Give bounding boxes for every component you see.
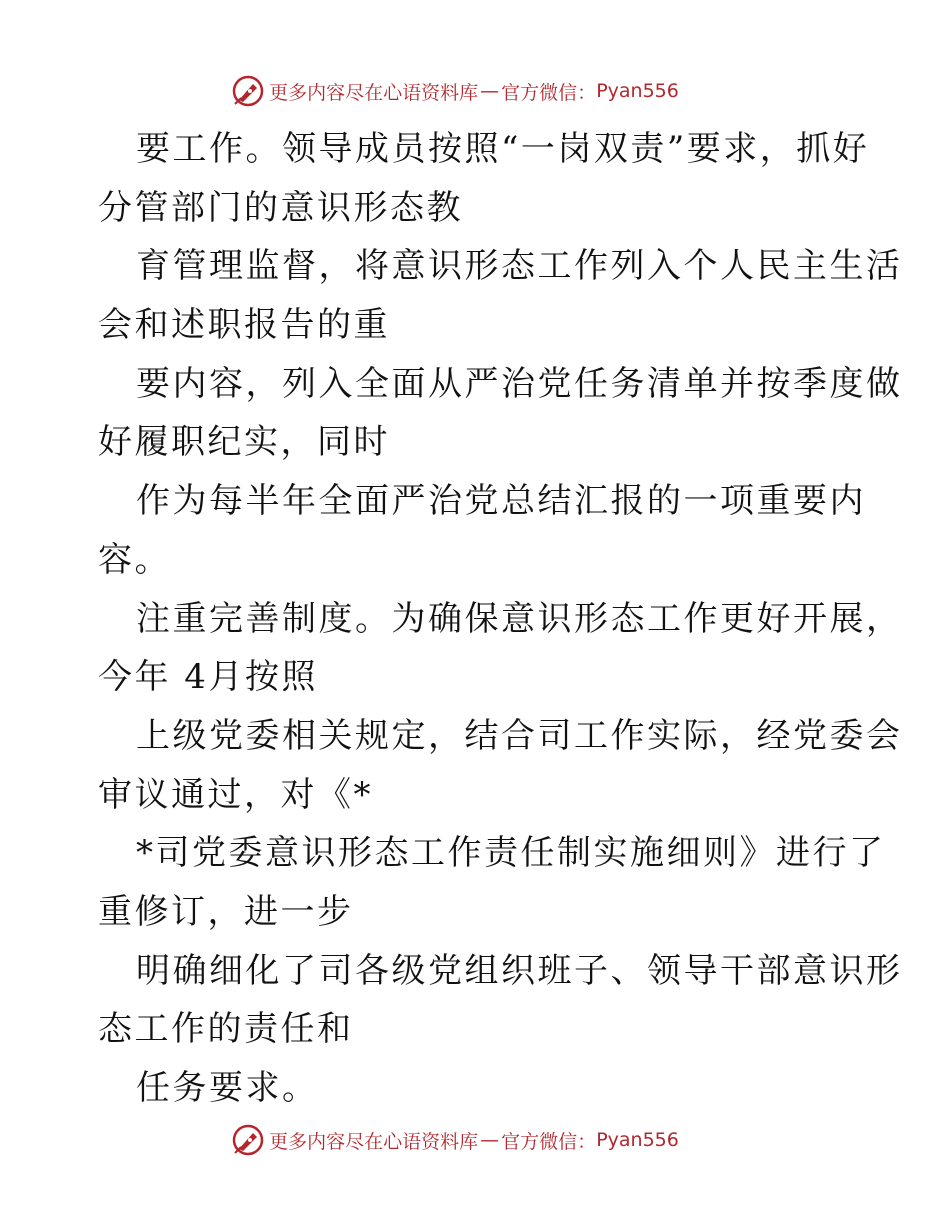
paragraph-line: 明确细化了司各级党组织班子、领导干部意识形 <box>136 950 903 991</box>
footer-banner-text: 更多内容尽在心语资料库 <box>269 1130 479 1153</box>
paragraph-line: 育管理监督，将意识形态工作列入个人民主生活 <box>136 246 903 287</box>
footer-banner <box>0 1120 950 1160</box>
paragraph-line: 任务要求。 <box>136 1068 319 1108</box>
paragraph-line: 好履职纪实，同时 <box>98 422 390 463</box>
header-banner-text: 更多内容尽在心语资料库 <box>269 81 479 104</box>
paragraph-line: 今年 4月按照 <box>98 657 318 698</box>
document-body <box>98 120 903 1118</box>
footer-contact-id: Pyan556 <box>596 1129 679 1151</box>
footer-contact-label: 官方微信： <box>501 1130 597 1153</box>
paragraph-line: 重修订，进一步 <box>98 891 354 932</box>
paragraph-line: 容。 <box>98 539 171 580</box>
paragraph-line: 态工作的责任和 <box>98 1009 354 1050</box>
paragraph-line: 分管部门的意识形态教 <box>98 187 463 228</box>
paragraph-line: 会和述职报告的重 <box>98 305 390 346</box>
header-contact-label: 官方微信： <box>501 81 597 104</box>
paragraph-line: 上级党委相关规定，结合司工作实际，经党委会 <box>136 715 903 756</box>
paragraph-line: *司党委意识形态工作责任制实施细则》进行了 <box>136 833 886 874</box>
paragraph-line: 审议通过，对《* <box>98 774 373 815</box>
paragraph-line: 注重完善制度。为确保意识形态工作更好开展， <box>136 598 903 639</box>
pen-nib-logo-icon <box>231 74 265 108</box>
header-banner-separator: — <box>480 80 500 102</box>
pen-nib-logo-icon <box>231 1123 265 1157</box>
header-banner <box>0 71 950 111</box>
paragraph-line: 要内容，列入全面从严治党任务清单并按季度做 <box>136 363 903 404</box>
header-contact-id: Pyan556 <box>596 80 679 102</box>
paragraph-line: 要工作。领导成员按照“一岗双责”要求，抓好 <box>136 129 870 169</box>
footer-banner-separator: — <box>480 1129 500 1151</box>
paragraph-line: 作为每半年全面严治党总结汇报的一项重要内 <box>136 481 866 522</box>
